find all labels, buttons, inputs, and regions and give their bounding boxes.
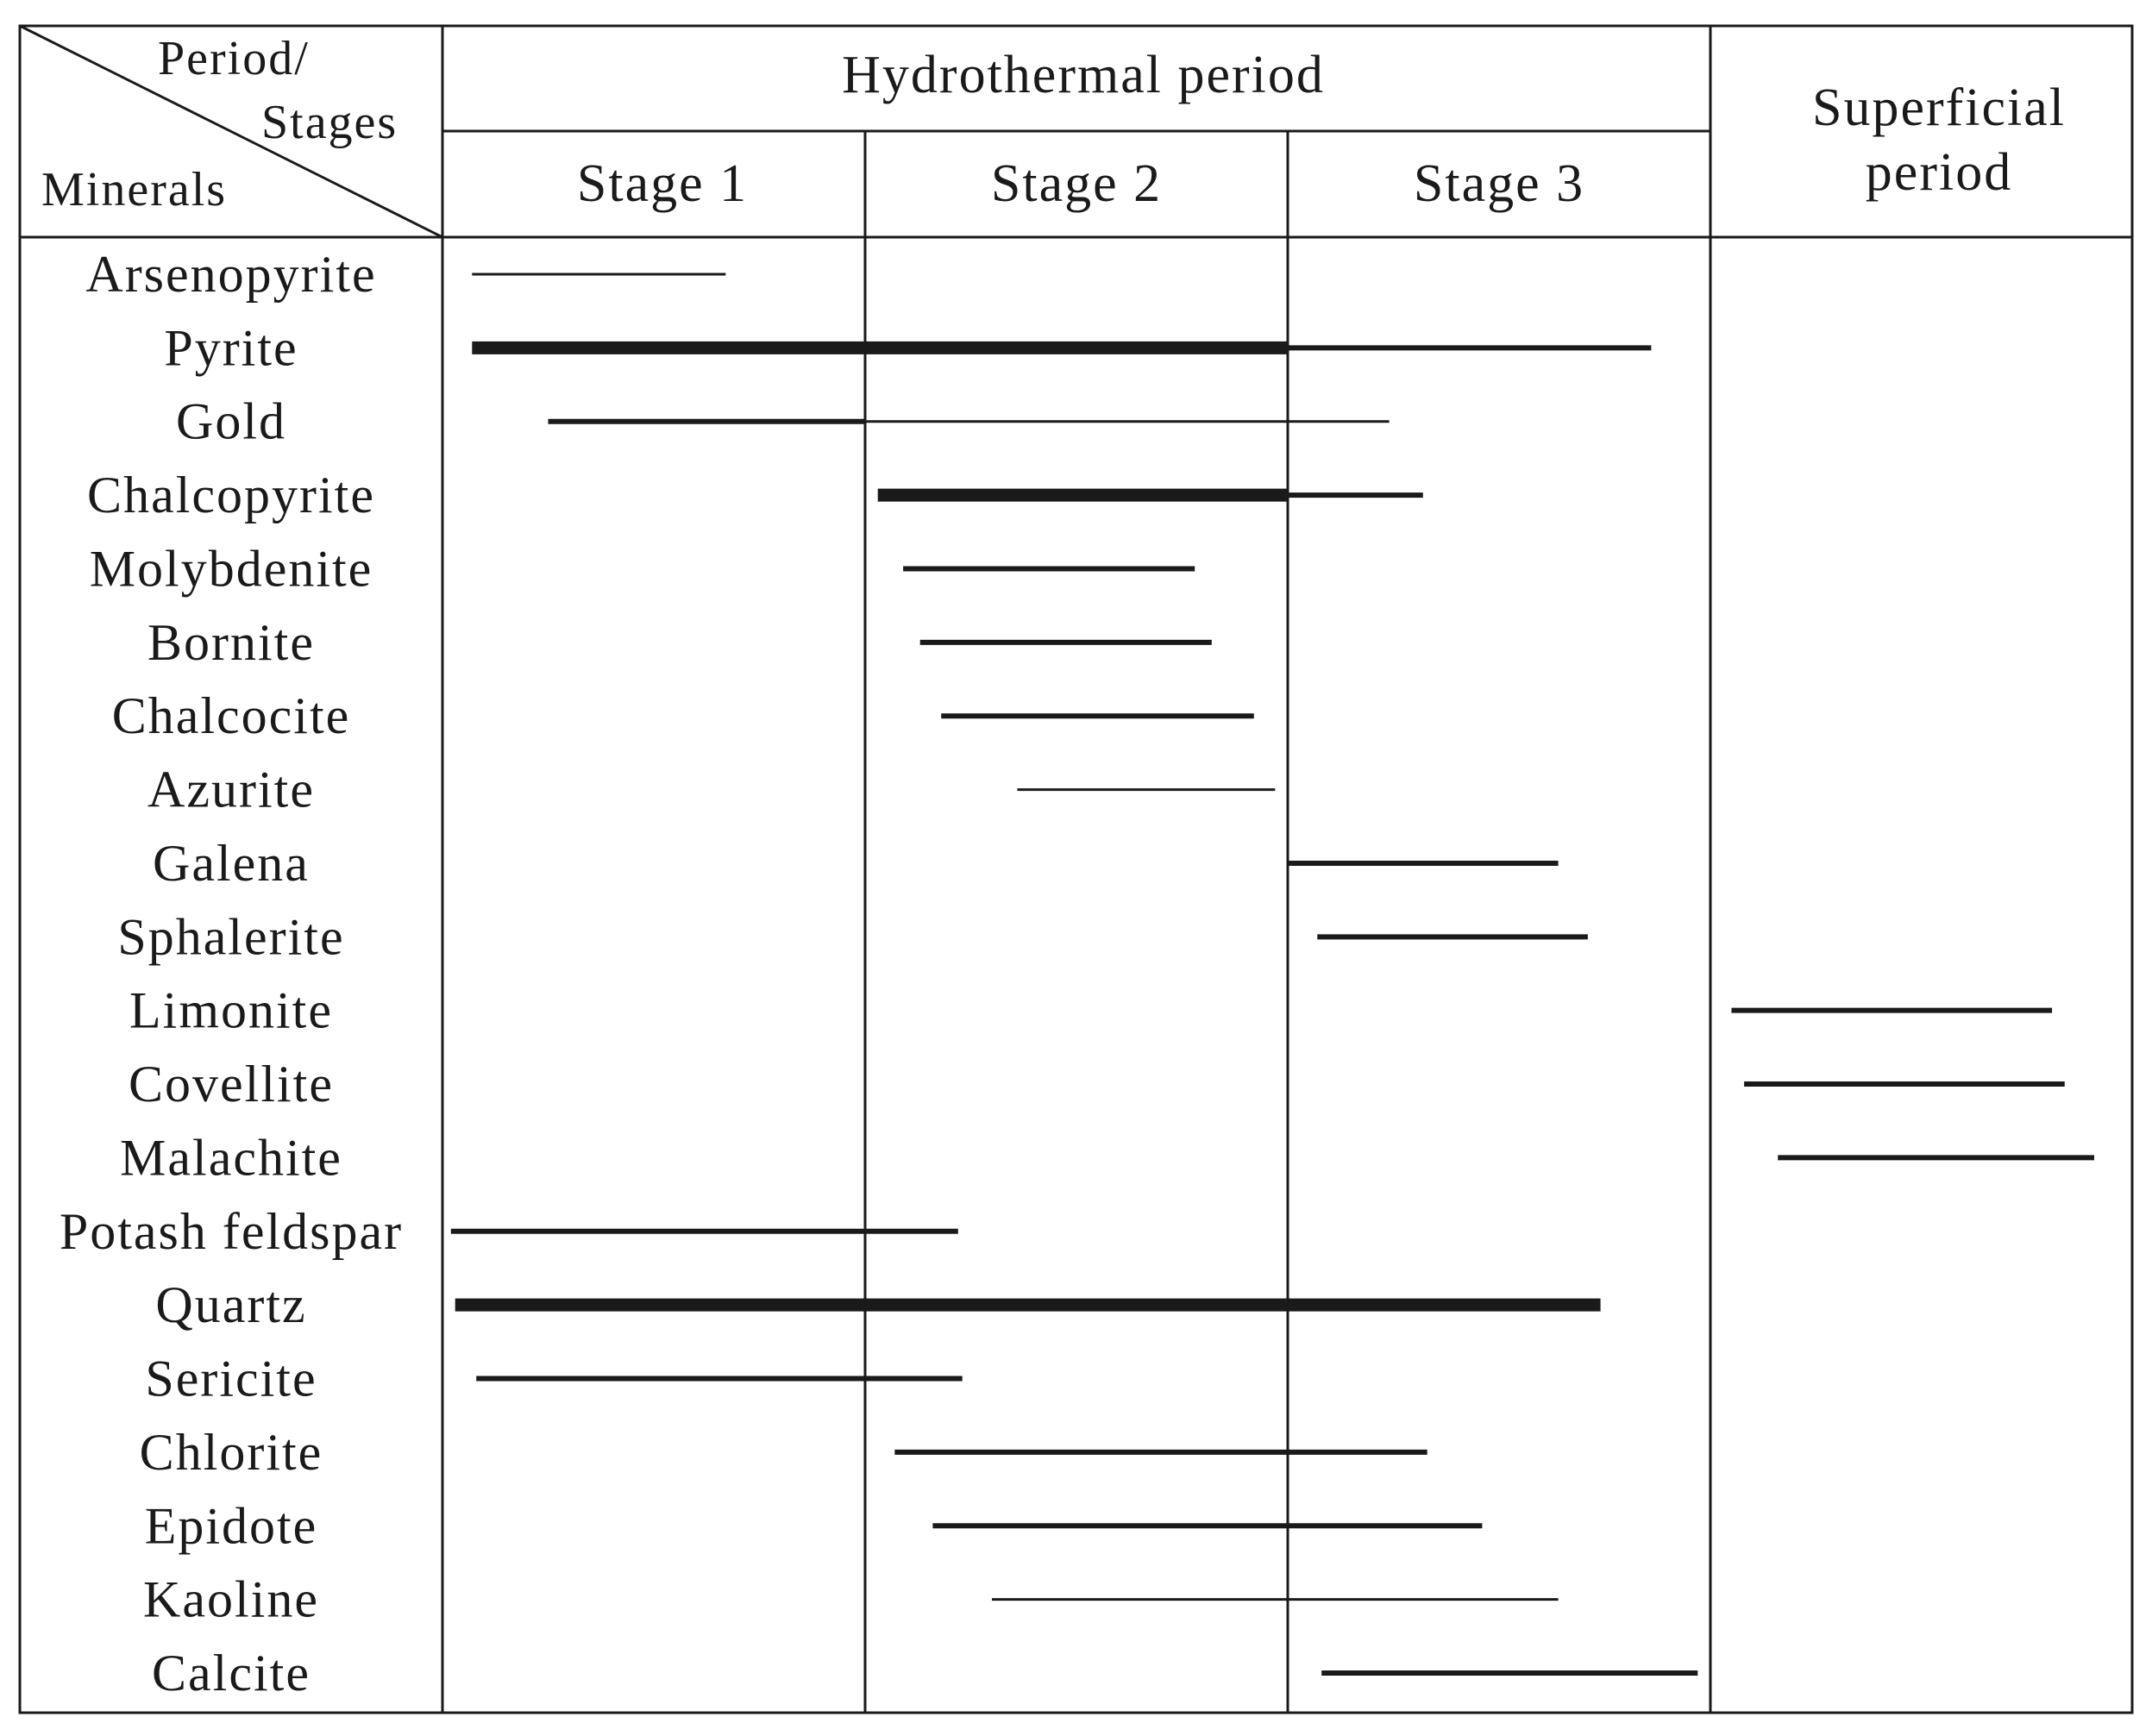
mineral-label-sphalerite: Sphalerite xyxy=(117,908,345,966)
mineral-label-azurite: Azurite xyxy=(147,761,315,818)
mineral-rows xyxy=(60,246,2094,1702)
mineral-label-pyrite: Pyrite xyxy=(164,319,298,377)
mineral-label-epidote: Epidote xyxy=(144,1497,318,1555)
superficial-period-title-line1: Superficial xyxy=(1811,78,2067,137)
mineral-label-molybdenite: Molybdenite xyxy=(89,540,373,598)
stage-1-header: Stage 1 xyxy=(576,154,749,213)
mineral-label-chalcopyrite: Chalcopyrite xyxy=(87,467,375,524)
mineral-label-sericite: Sericite xyxy=(145,1350,317,1407)
mineral-label-malachite: Malachite xyxy=(120,1129,342,1187)
hydrothermal-period-title: Hydrothermal period xyxy=(842,46,1325,104)
stage-2-header: Stage 2 xyxy=(990,154,1163,213)
mineral-label-kaoline: Kaoline xyxy=(143,1570,319,1628)
corner-period-label: Period/ xyxy=(158,32,310,85)
mineral-label-bornite: Bornite xyxy=(147,613,315,671)
mineral-label-potash-feldspar: Potash feldspar xyxy=(59,1202,404,1260)
mineral-label-covellite: Covellite xyxy=(129,1056,334,1113)
mineral-label-arsenopyrite: Arsenopyrite xyxy=(85,246,377,303)
superficial-period-title-line2: period xyxy=(1865,143,2013,202)
corner-stages-label: Stages xyxy=(261,96,398,149)
mineral-label-quartz: Quartz xyxy=(155,1276,307,1334)
corner-minerals-label: Minerals xyxy=(41,163,228,216)
mineral-label-chlorite: Chlorite xyxy=(139,1423,323,1481)
mineral-label-calcite: Calcite xyxy=(152,1645,311,1702)
stage-3-header: Stage 3 xyxy=(1413,154,1585,213)
mineral-label-gold: Gold xyxy=(176,392,286,450)
mineral-label-limonite: Limonite xyxy=(129,981,333,1039)
mineral-label-chalcocite: Chalcocite xyxy=(111,687,351,745)
mineral-label-galena: Galena xyxy=(153,834,310,892)
